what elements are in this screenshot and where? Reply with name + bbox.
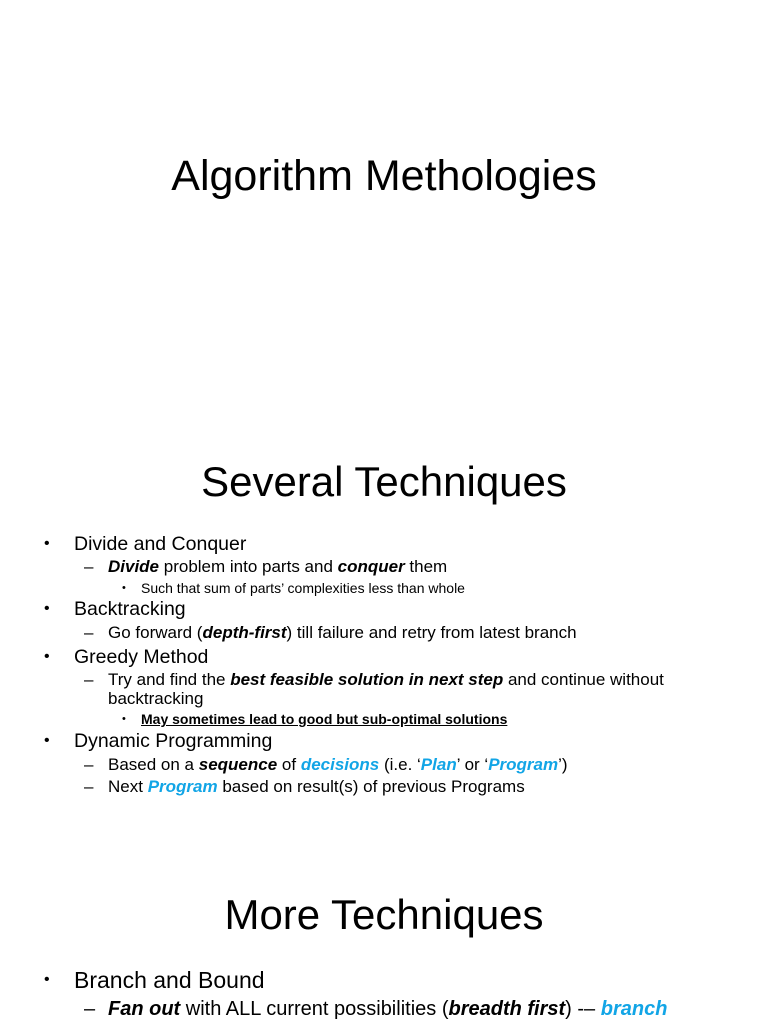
sub-bullet-based-on-sequence xyxy=(108,755,568,775)
go-forward-text: Go forward ( xyxy=(108,623,203,642)
bullet-backtracking: • Backtracking xyxy=(74,597,186,621)
continue-without-text: and continue without xyxy=(503,670,664,689)
sub-bullet-fan-out xyxy=(108,997,667,1021)
sub-bullet-try-and-find xyxy=(108,670,664,690)
sub-sub-bullet-sum-of-parts: • Such that sum of parts’ complexities less than whole xyxy=(141,579,465,597)
plan-text: Plan xyxy=(420,755,457,774)
bullet-divide-and-conquer: • Divide and Conquer xyxy=(74,532,246,556)
close-paren-text: ’) xyxy=(558,755,568,774)
problem-into-parts-text: problem into parts and xyxy=(159,557,338,576)
or-text: ’ or ‘ xyxy=(456,755,489,774)
try-and-find-text: Try and find the xyxy=(108,670,231,689)
depth-first-text: depth-first xyxy=(202,623,287,642)
all-current-possibilities-text: with ALL current possibilities ( xyxy=(180,998,449,1020)
next-text: Next xyxy=(108,777,148,796)
branch-text: branch xyxy=(600,998,668,1020)
slide-title-algorithm-methologies: Algorithm Methologies xyxy=(171,152,597,200)
fan-out-text: Fan out xyxy=(108,998,181,1020)
of-text: of xyxy=(277,755,301,774)
backtracking-wrap-text: backtracking xyxy=(108,689,204,708)
dash-text: ) -– xyxy=(565,998,601,1020)
sub-sub-bullet-sub-optimal xyxy=(141,710,507,728)
sub-optimal-text: May sometimes lead to good but sub-optimal solutions xyxy=(141,711,508,727)
based-on-results-text: based on result(s) of previous Programs xyxy=(217,777,525,796)
decisions-text: decisions xyxy=(300,755,380,774)
bullet-dynamic-programming: • Dynamic Programming xyxy=(74,729,272,753)
divide-text: Divide xyxy=(108,557,160,576)
till-failure-text: ) till failure and retry from latest branch xyxy=(286,623,577,642)
ie-text: (i.e. ‘ xyxy=(379,755,421,774)
sub-bullet-next-program xyxy=(108,777,525,797)
sub-bullet-try-and-find-continued xyxy=(108,689,203,709)
slide-title-several-techniques: Several Techniques xyxy=(201,458,567,505)
sequence-text: sequence xyxy=(198,755,278,774)
next-program-text: Program xyxy=(147,777,218,796)
slide-title-more-techniques: More Techniques xyxy=(224,891,544,938)
sub-bullet-go-forward xyxy=(108,623,577,643)
program-text: Program xyxy=(488,755,559,774)
based-on-a-text: Based on a xyxy=(108,755,199,774)
bullet-branch-and-bound: • Branch and Bound xyxy=(74,966,265,994)
best-feasible-solution-text: best feasible solution in next step xyxy=(230,670,504,689)
breadth-first-text: breadth first xyxy=(448,998,566,1020)
sub-bullet-divide-problem xyxy=(108,557,447,577)
conquer-text: conquer xyxy=(337,557,405,576)
bullet-greedy-method: • Greedy Method xyxy=(74,645,208,669)
them-text: them xyxy=(404,557,448,576)
